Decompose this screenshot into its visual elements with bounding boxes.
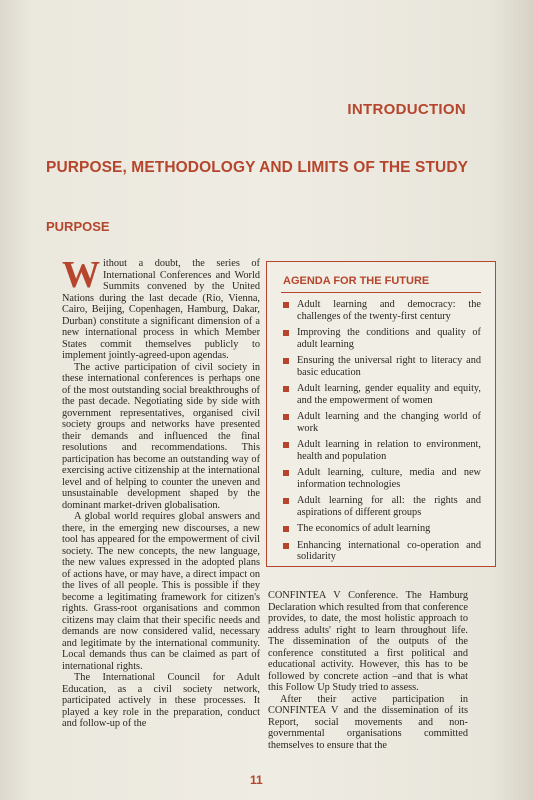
- bullet-icon: [283, 330, 289, 336]
- bullet-icon: [283, 543, 289, 549]
- subsection-heading: PURPOSE: [46, 219, 110, 234]
- paragraph: The International Council for Adult Education, as a civil society network, participated actively in these processes. It played a key role in the preparation, conduct and follow-up of the: [62, 672, 260, 729]
- divider: [281, 292, 481, 293]
- bullet-icon: [283, 302, 289, 308]
- list-item: Ensuring the universal right to literacy and basic education: [281, 355, 481, 378]
- right-column: [268, 590, 468, 751]
- page-title: PURPOSE, METHODOLOGY AND LIMITS OF THE STUDY: [46, 159, 469, 176]
- paragraph: Without a doubt, the series of International Conferences and World Summits convened by the United Nations during the last decade (Rio, Vienna, Cairo, Beijing, Copenhagen, Hamburg, Dakar, Durban) constitute a significant dimension of a new international process in which Member States commit themselves publicly to implement jointly-agreed-upon agendas.: [62, 254, 260, 361]
- bullet-icon: [283, 442, 289, 448]
- page-number: 11: [250, 773, 263, 787]
- left-column: [62, 254, 260, 730]
- agenda-list: [281, 299, 481, 568]
- list-item: Adult learning for all: the rights and aspirations of different groups: [281, 495, 481, 518]
- bullet-icon: [283, 498, 289, 504]
- paragraph: After their active participation in CONFINTEA V and the dissemination of its Report, social movements and non-governmental organisations committed themselves to ensure that the: [268, 693, 468, 751]
- list-item: Adult learning, culture, media and new information technologies: [281, 467, 481, 490]
- paragraph: CONFINTEA V Conference. The Hamburg Declaration which resulted from that conference provides, to date, the most holistic approach to address adults' right to learn throughout life. The dissemination of the outputs of the conference constituted a first political and educational activity. However, this has to be followed by concrete action –and that is what this Follow Up Study tried to assess.: [268, 590, 468, 693]
- paragraph: The active participation of civil society in these international conferences is perhaps one of the most outstanding social breakthroughs of the past decade. Negotiating side by side with government representatives, organised civil society groups and networks have presented their demands and influenced the final resolutions and recommendations. This participation has become an outstanding way of exercising active citizenship at the international level and of helping to counter the uneven and unsustainable development shaped by the dominant market-driven globalisation.: [62, 361, 260, 511]
- paragraph: A global world requires global answers and there, in the emerging new discourses, a new tool has appeared for the empowerment of civil society. The new concepts, the new language, the new values expressed in the adopted plans of actions have, or may have, a direct impact on the lives of all people. This is possible if they become a legitimating framework for citizen's rights. Grass-root organisations and common citizens may claim that their specific needs and demands are now considered valid, necessary and legitimate by the international community. Local demands thus can be claimed as part of international rights.: [62, 511, 260, 672]
- section-heading: INTRODUCTION: [347, 101, 466, 118]
- list-item: Adult learning, gender equality and equity, and the empowerment of women: [281, 383, 481, 406]
- agenda-title: AGENDA FOR THE FUTURE: [283, 275, 430, 287]
- bullet-icon: [283, 386, 289, 392]
- list-item: Adult learning and democracy: the challenges of the twenty-first century: [281, 299, 481, 322]
- bullet-icon: [283, 414, 289, 420]
- bullet-icon: [283, 358, 289, 364]
- bullet-icon: [283, 526, 289, 532]
- list-item: Enhancing international co-operation and solidarity: [281, 540, 481, 563]
- list-item: Adult learning in relation to environment, health and population: [281, 439, 481, 462]
- agenda-box: [266, 261, 496, 567]
- list-item: The economics of adult learning: [281, 523, 481, 535]
- bullet-icon: [283, 470, 289, 476]
- list-item: Adult learning and the changing world of work: [281, 411, 481, 434]
- list-item: Improving the conditions and quality of adult learning: [281, 327, 481, 350]
- drop-cap: W: [62, 254, 100, 296]
